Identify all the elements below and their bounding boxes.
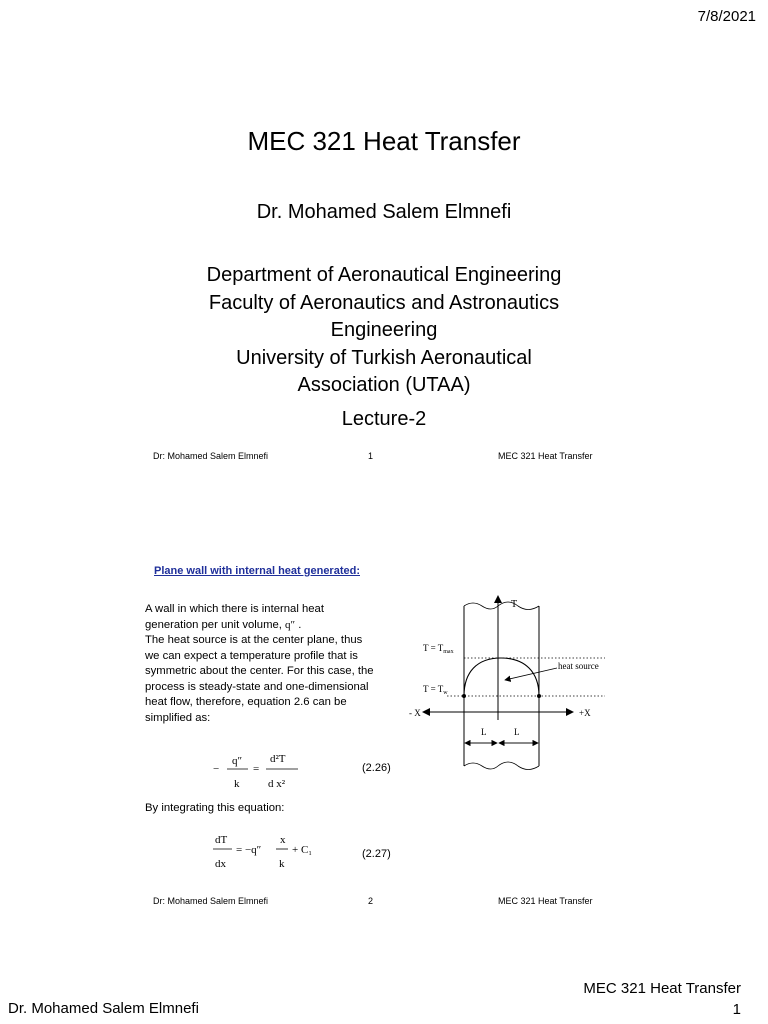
eq1-lhs-den: k [234, 778, 240, 790]
pos-x-label: +X [579, 708, 591, 718]
paragraph-line: symmetric about the center. For this case, the [145, 665, 374, 677]
slide-title: MEC 321 Heat Transfer [247, 126, 521, 156]
svg-text:=: = [253, 763, 260, 775]
slide2-footer-number: 2 [368, 896, 374, 906]
eq2-mid: = −q″ [236, 844, 262, 856]
tmax-label: $T = T_{max}$ [423, 643, 454, 655]
paragraph-text: generation per unit volume, [145, 618, 282, 631]
t-axis-label: T [511, 599, 518, 610]
eq1-rhs-den: d x² [268, 778, 286, 790]
affiliation-line: Engineering [330, 319, 438, 341]
paragraph-line: generation per unit volume, q″ . [145, 618, 302, 631]
affiliation-block [0, 262, 768, 400]
paragraph-line: process is steady-state and one-dimensional [145, 680, 369, 693]
page-footer-course: MEC 321 Heat Transfer [583, 980, 741, 997]
slide2-paragraph [145, 602, 385, 726]
heat-source-label: heat source [558, 661, 599, 671]
slide1-footer-number: 1 [368, 451, 374, 461]
wall-top-break [464, 602, 539, 610]
temperature-profile [464, 658, 539, 696]
paragraph-line: heat flow, therefore, equation 2.6 can be [145, 696, 347, 708]
paragraph-line: we can expect a temperature profile that is [145, 649, 358, 662]
lecture-label: Lecture-2 [341, 408, 427, 430]
eq2-tail: + C₁ [292, 844, 313, 856]
equation-2-27 [210, 830, 410, 874]
slide1-footer-course: MEC 321 Heat Transfer [498, 451, 593, 461]
integrate-text: By integrating this equation: [145, 802, 285, 814]
page-number: 1 [732, 1001, 741, 1018]
q-symbol: q″ [285, 618, 296, 631]
affiliation-line: Association (UTAA) [297, 374, 471, 396]
slide2-heading: Plane wall with internal heat generated: [154, 565, 360, 577]
svg-text:−: − [213, 763, 220, 775]
slide2-footer-author: Dr: Mohamed Salem Elmnefi [153, 896, 269, 906]
wall-bottom-break [464, 762, 539, 770]
equation-2-26 [210, 745, 410, 797]
slide2-footer-course: MEC 321 Heat Transfer [498, 896, 593, 906]
tw-label: $T = T_w$ [423, 684, 448, 696]
paragraph-line: A wall in which there is internal heat [145, 603, 324, 615]
eq2-frac-den: k [279, 858, 285, 870]
slide-author: Dr. Mohamed Salem Elmnefi [256, 201, 512, 223]
wall-temperature-diagram [405, 592, 625, 772]
paragraph-line: simplified as: [145, 711, 211, 724]
page-footer-author: Dr. Mohamed Salem Elmnefi [8, 1000, 199, 1017]
eq2-lhs-num: dT [215, 834, 228, 846]
neg-x-label: - X [409, 708, 421, 718]
slide1-footer-author: Dr: Mohamed Salem Elmnefi [153, 451, 269, 461]
affiliation-line: Faculty of Aeronautics and Astronautics [208, 291, 560, 314]
eq1-number: (2.26) [362, 762, 391, 774]
affiliation-line: Department of Aeronautical Engineering [206, 264, 562, 286]
page-date: 7/8/2021 [697, 8, 756, 25]
l-right-label: L [514, 727, 520, 737]
eq2-lhs-den: dx [215, 858, 226, 870]
l-left-label: L [481, 727, 487, 737]
eq1-rhs-num: d²T [270, 753, 286, 765]
affiliation-line: University of Turkish Aeronautical [236, 346, 532, 369]
page-footer-right [583, 978, 741, 1020]
eq2-frac-num: x [280, 834, 286, 846]
eq1-lhs-num: q″ [232, 755, 243, 767]
eq2-number: (2.27) [362, 848, 391, 860]
paragraph-line: The heat source is at the center plane, thus [145, 634, 363, 646]
